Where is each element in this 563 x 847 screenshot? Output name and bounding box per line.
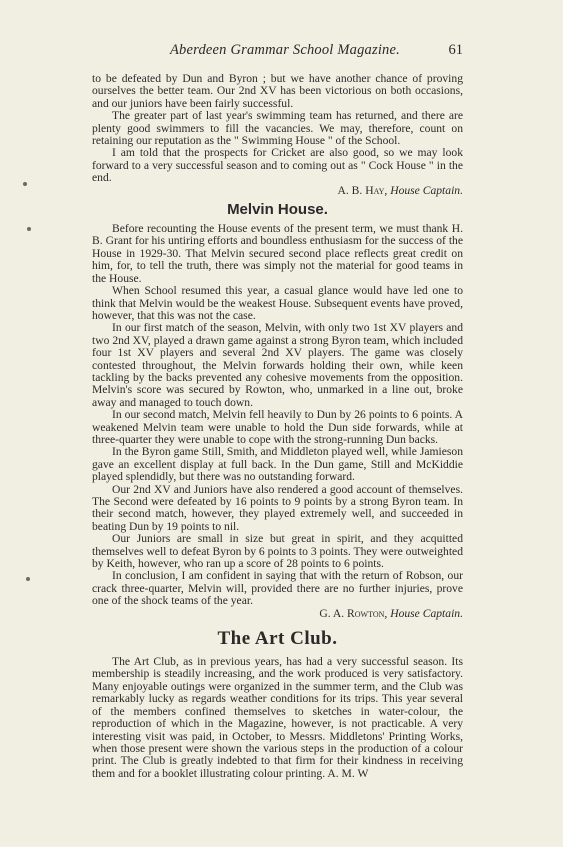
paragraph: The Art Club, as in previous years, has had a very successful season. Its membership is steadily increasing, and the work produced is very satisfactory. Many enjoyable outings were organized in the summer term, and the Club was remarkably lucky as regards weather conditions for its trips. This year several of the members confined themselves to sketches in water-colour, the reproduction of which in the Magazine, however, is not practicable. A very interesting visit was paid, in October, to Messrs. Middletons' Printing Works, when those present were shown the various steps in the production of a colour print. The Club is greatly indebted to that firm for their kindness in receiving them and for a booklet illustrating colour printing. A. M. W [92,655,463,780]
margin-dot [27,227,31,231]
section-heading: The Art Club. [217,628,338,650]
signature-role: House Captain. [390,183,463,197]
signature [92,185,463,197]
paragraph: Our 2nd XV and Juniors have also rendered a good account of themselves. The Second were defeated by 16 points to 9 points by a strong Byron team. In their second match, however, they played extremely well, and succeeded in beating Dun by 19 points to nil. [92,482,463,533]
signature-role: House Captain. [390,606,463,620]
signature-name: G. A. Rowton, [319,606,388,620]
margin-dot [23,182,27,186]
article-body [92,73,463,780]
paragraph: In our first match of the season, Melvin, with only two 1st XV players and two 2nd XV, played a drawn game against a strong Byron team, which included four 1st XV players and several 2nd XV players. The game was closely contested throughout, the Melvin forwards holding their own, while keen tackling by the backs prevented any cohesive movements from the opposition. Melvin's score was secured by Rowton, who, unmarked in a line out, broke away and managed to touch down. [92,321,463,409]
page-number: 61 [448,42,463,58]
paragraph: When School resumed this year, a casual glance would have led one to think that Melvin would be the weakest House. Subsequent events have proved, however, that this was not the case. [92,284,463,322]
paragraph: Before recounting the House events of the present term, we must thank H. B. Grant for his untiring efforts and boundless enthusiasm for the success of the House in 1929-30. That Melvin secured second place reflects great credit on him, for, to tell the truth, there was simply not the material for good teams in the House. [92,222,463,285]
signature-name: A. B. Hay, [337,183,388,197]
paragraph: I am told that the prospects for Cricket are also good, so we may look forward to a very successful season and to coming out as " Cock House " in the end. [92,146,463,185]
paragraph: In the Byron game Still, Smith, and Middleton played well, while Jamieson gave an excellent display at full back. In the Dun game, Still and McKiddie played splendidly, but there was no outstanding forward. [92,445,463,484]
signature [92,608,463,620]
paragraph: In conclusion, I am confident in saying that with the return of Robson, our crack three-quarter, Melvin will, provided there are no further injuries, prove one of the shock teams of the year. [92,569,463,608]
running-title: Aberdeen Grammar School Magazine. [170,42,400,58]
paragraph: The greater part of last year's swimming team has returned, and there are plenty good swimmers to fill the vacancies. We may, therefore, count on retaining our reputation as the " Swimming House " of the School. [92,109,463,148]
margin-dot [26,577,30,581]
page-header [90,42,463,62]
paragraph: to be defeated by Dun and Byron ; but we have another chance of proving ourselves the better team. Our 2nd XV has been victorious on both occasions, and our juniors have been fairly successful. [92,72,463,110]
paragraph: Our Juniors are small in size but great in spirit, and they acquitted themselves well to defeat Byron by 6 points to 3 points. They were outweighted by Keith, however, who ran up a score of 28 points to 6 points. [92,532,463,571]
paragraph: In our second match, Melvin fell heavily to Dun by 26 points to 6 points. A weakened Melvin team were unable to hold the Dun side forwards, while at three-quarter they were unable to cope with the strong-running Dun backs. [92,408,463,446]
section-heading: Melvin House. [227,201,328,219]
